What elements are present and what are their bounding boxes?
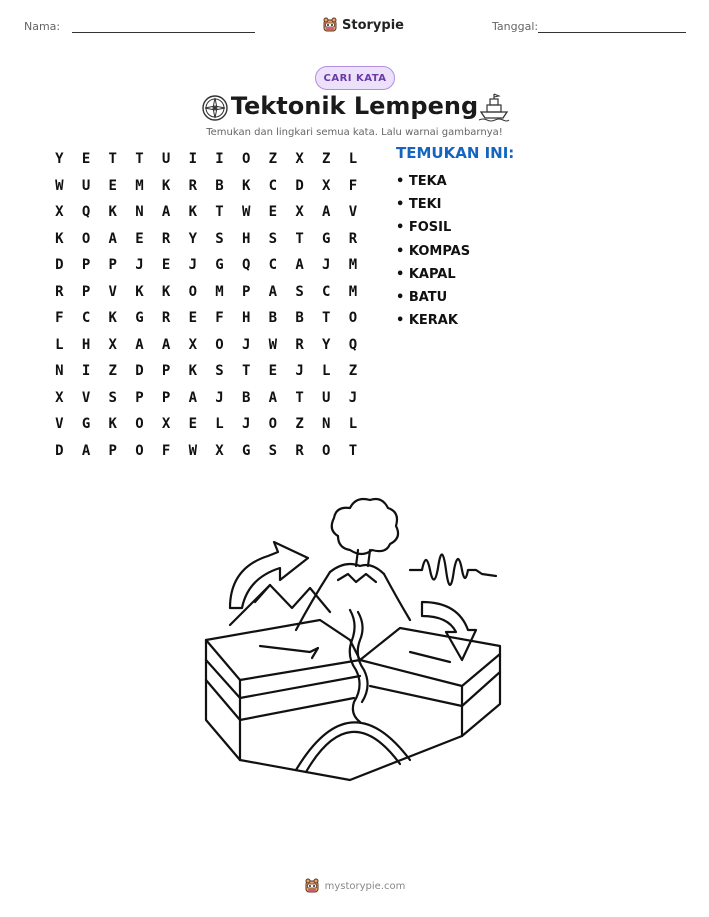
- grid-cell: K: [161, 177, 171, 194]
- grid-cell: F: [161, 442, 171, 459]
- grid-cell: R: [348, 230, 358, 247]
- grid-cell: J: [348, 389, 358, 406]
- grid-cell: V: [348, 204, 358, 221]
- word-item: • TEKI: [396, 197, 442, 213]
- grid-cell: C: [268, 177, 278, 194]
- grid-cell: Y: [322, 336, 331, 353]
- grid-cell: N: [135, 204, 144, 221]
- grid-cell: X: [295, 204, 304, 221]
- grid-cell: L: [322, 363, 331, 380]
- grid-cell: R: [188, 177, 197, 194]
- grid-cell: O: [215, 336, 224, 353]
- grid-cell: J: [322, 257, 331, 274]
- grid-cell: P: [81, 283, 91, 300]
- ship-icon: [478, 92, 510, 122]
- grid-cell: L: [348, 416, 358, 433]
- grid-cell: A: [161, 336, 171, 353]
- grid-cell: G: [81, 416, 91, 433]
- grid-cell: P: [81, 257, 91, 274]
- grid-cell: X: [55, 389, 64, 406]
- grid-cell: S: [108, 389, 117, 406]
- name-line: [72, 32, 255, 33]
- grid-cell: T: [295, 389, 304, 406]
- grid-cell: W: [241, 204, 251, 221]
- grid-cell: P: [108, 257, 117, 274]
- grid-cell: G: [135, 310, 144, 327]
- grid-cell: Q: [241, 257, 251, 274]
- word-list-title: TEMUKAN INI:: [396, 144, 515, 162]
- grid-cell: J: [241, 416, 251, 433]
- grid-cell: M: [348, 283, 358, 300]
- grid-cell: S: [295, 283, 304, 300]
- grid-cell: Z: [108, 363, 117, 380]
- grid-cell: Q: [348, 336, 358, 353]
- grid-cell: P: [108, 442, 117, 459]
- grid-cell: C: [322, 283, 331, 300]
- grid-cell: P: [161, 363, 171, 380]
- grid-cell: K: [188, 204, 197, 221]
- grid-cell: Q: [81, 204, 91, 221]
- grid-cell: T: [135, 151, 144, 168]
- grid-cell: J: [135, 257, 144, 274]
- grid-cell: U: [161, 151, 171, 168]
- grid-cell: S: [215, 230, 224, 247]
- instructions: Temukan dan lingkari semua kata. Lalu warnai gambarnya!: [206, 127, 503, 138]
- title-row: [0, 92, 709, 124]
- grid-cell: J: [215, 389, 224, 406]
- word-item: • KAPAL: [396, 266, 456, 282]
- grid-cell: U: [322, 389, 331, 406]
- word-search-grid: [46, 146, 366, 464]
- grid-cell: Y: [188, 230, 197, 247]
- grid-cell: A: [108, 230, 117, 247]
- grid-cell: I: [81, 363, 91, 380]
- grid-cell: S: [268, 230, 278, 247]
- brand-name: Storypie: [342, 17, 404, 33]
- grid-cell: T: [322, 310, 331, 327]
- grid-cell: A: [188, 389, 197, 406]
- grid-cell: O: [348, 310, 358, 327]
- grid-cell: B: [241, 389, 251, 406]
- grid-cell: T: [108, 151, 117, 168]
- word-item: • KOMPAS: [396, 243, 471, 259]
- grid-cell: L: [348, 151, 358, 168]
- grid-cell: H: [241, 310, 251, 327]
- grid-cell: F: [348, 177, 358, 194]
- grid-cell: T: [295, 230, 304, 247]
- grid-cell: D: [55, 442, 64, 459]
- grid-cell: Z: [348, 363, 358, 380]
- grid-cell: V: [81, 389, 91, 406]
- grid-cell: P: [161, 389, 171, 406]
- date-label: Tanggal:: [492, 20, 539, 33]
- grid-cell: V: [55, 416, 64, 433]
- grid-cell: W: [188, 442, 197, 459]
- grid-cell: I: [188, 151, 197, 168]
- grid-cell: D: [295, 177, 304, 194]
- grid-cell: W: [268, 336, 278, 353]
- grid-cell: U: [81, 177, 91, 194]
- grid-cell: K: [135, 283, 144, 300]
- grid-cell: E: [268, 363, 278, 380]
- grid-cell: E: [161, 257, 171, 274]
- grid-cell: D: [135, 363, 144, 380]
- grid-cell: R: [295, 336, 304, 353]
- word-item: • FOSIL: [396, 220, 452, 236]
- grid-cell: Z: [268, 151, 278, 168]
- grid-cell: K: [161, 283, 171, 300]
- grid-cell: E: [188, 416, 197, 433]
- grid-cell: A: [268, 389, 278, 406]
- grid-cell: R: [161, 230, 171, 247]
- grid-cell: A: [161, 204, 171, 221]
- grid-cell: C: [81, 310, 91, 327]
- name-label: Nama:: [24, 20, 61, 33]
- word-item: • BATU: [396, 289, 448, 305]
- grid-cell: F: [215, 310, 224, 327]
- grid-cell: H: [81, 336, 91, 353]
- grid-cell: O: [188, 283, 197, 300]
- storypie-mascot-icon: [304, 878, 320, 894]
- grid-cell: A: [81, 442, 91, 459]
- grid-cell: E: [108, 177, 117, 194]
- grid-cell: J: [241, 336, 251, 353]
- plate-tectonics-illustration: [200, 490, 510, 790]
- grid-cell: L: [55, 336, 64, 353]
- grid-cell: V: [108, 283, 117, 300]
- grid-cell: A: [268, 283, 278, 300]
- grid-cell: R: [55, 283, 64, 300]
- grid-cell: K: [108, 416, 117, 433]
- grid-cell: B: [215, 177, 224, 194]
- grid-cell: X: [188, 336, 197, 353]
- grid-cell: J: [295, 363, 304, 380]
- grid-cell: N: [322, 416, 331, 433]
- grid-cell: X: [108, 336, 117, 353]
- page-title: Tektonik Lempeng: [230, 92, 479, 120]
- grid-cell: H: [241, 230, 251, 247]
- grid-cell: T: [348, 442, 358, 459]
- grid-cell: X: [55, 204, 64, 221]
- grid-cell: N: [55, 363, 64, 380]
- grid-cell: E: [135, 230, 144, 247]
- grid-cell: K: [188, 363, 197, 380]
- grid-cell: L: [215, 416, 224, 433]
- date-line: [538, 32, 686, 33]
- grid-cell: O: [322, 442, 331, 459]
- grid-cell: X: [322, 177, 331, 194]
- storypie-mascot-icon: [322, 17, 338, 33]
- grid-cell: K: [108, 204, 117, 221]
- grid-cell: O: [81, 230, 91, 247]
- grid-cell: O: [135, 442, 144, 459]
- grid-cell: Y: [55, 151, 64, 168]
- grid-cell: K: [108, 310, 117, 327]
- grid-cell: K: [55, 230, 64, 247]
- activity-badge: CARI KATA: [315, 66, 395, 90]
- grid-cell: E: [188, 310, 197, 327]
- grid-cell: A: [322, 204, 331, 221]
- grid-cell: O: [241, 151, 251, 168]
- grid-cell: X: [295, 151, 304, 168]
- grid-cell: A: [295, 257, 304, 274]
- word-item: • KERAK: [396, 313, 458, 329]
- grid-cell: O: [268, 416, 278, 433]
- grid-cell: J: [188, 257, 197, 274]
- grid-cell: T: [215, 204, 224, 221]
- grid-cell: S: [215, 363, 224, 380]
- grid-cell: W: [55, 177, 64, 194]
- grid-cell: P: [135, 389, 144, 406]
- grid-cell: T: [241, 363, 251, 380]
- grid-cell: G: [241, 442, 251, 459]
- worksheet-header: [0, 14, 709, 44]
- grid-cell: Z: [295, 416, 304, 433]
- grid-cell: B: [295, 310, 304, 327]
- brand-logo: [322, 14, 404, 36]
- footer: [0, 878, 709, 894]
- grid-cell: O: [135, 416, 144, 433]
- grid-cell: R: [295, 442, 304, 459]
- word-item: • TEKA: [396, 174, 447, 189]
- grid-cell: M: [135, 177, 144, 194]
- grid-cell: S: [268, 442, 278, 459]
- grid-cell: D: [55, 257, 64, 274]
- grid-cell: G: [322, 230, 331, 247]
- grid-cell: P: [241, 283, 251, 300]
- grid-cell: G: [215, 257, 224, 274]
- grid-cell: M: [348, 257, 358, 274]
- grid-cell: B: [268, 310, 278, 327]
- grid-cell: A: [135, 336, 144, 353]
- grid-cell: R: [161, 310, 171, 327]
- grid-cell: I: [215, 151, 224, 168]
- grid-cell: E: [268, 204, 278, 221]
- footer-url: mystorypie.com: [324, 880, 406, 892]
- grid-cell: K: [241, 177, 251, 194]
- grid-cell: Z: [322, 151, 331, 168]
- grid-cell: X: [161, 416, 171, 433]
- grid-cell: X: [215, 442, 224, 459]
- grid-cell: E: [81, 151, 91, 168]
- grid-cell: F: [55, 310, 64, 327]
- grid-cell: M: [215, 283, 224, 300]
- grid-cell: C: [268, 257, 278, 274]
- word-list: [396, 144, 646, 332]
